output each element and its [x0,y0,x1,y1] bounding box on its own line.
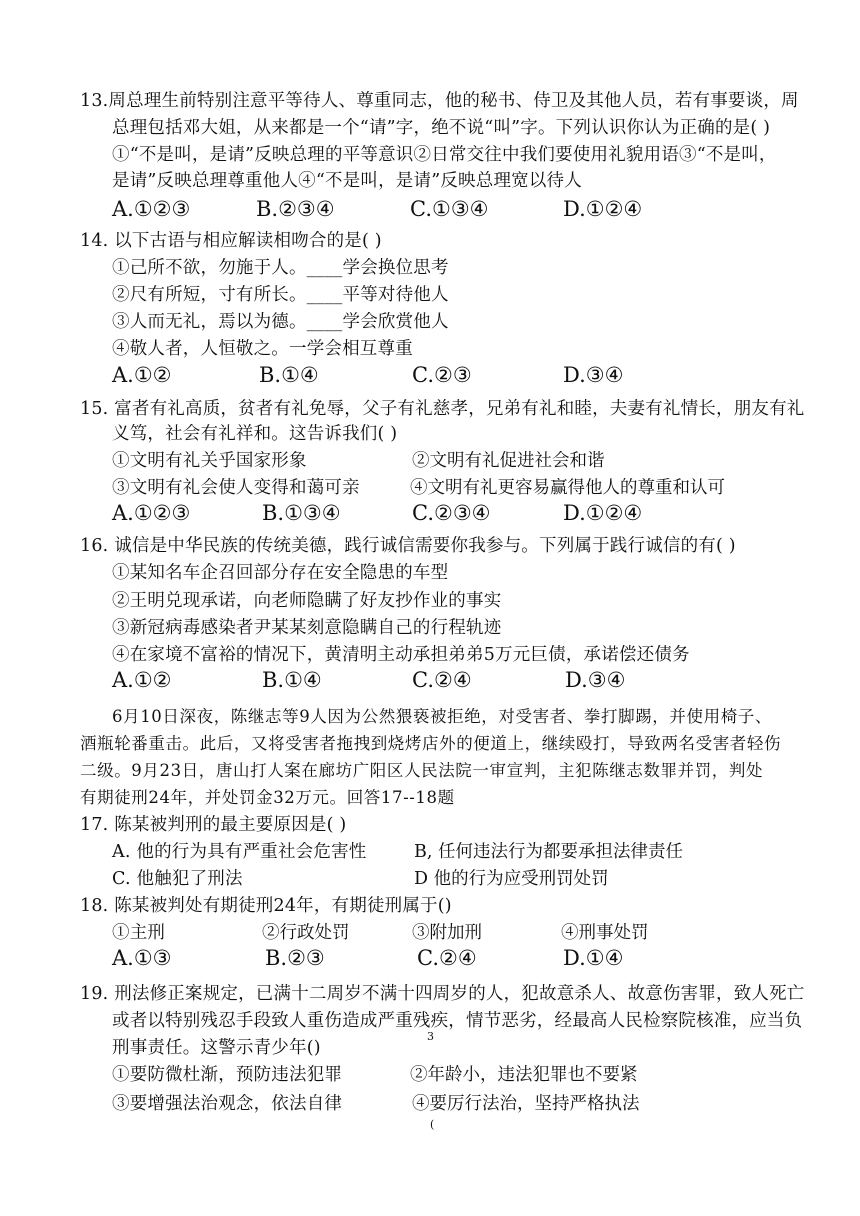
q16-item-4: ④在家境不富裕的情况下，黄清明主动承担弟弟5万元巨债，承诺偿还债务 [112,645,690,665]
q14-option-c: C.②③ [412,363,472,387]
passage-line-1: 6月10日深夜，陈继志等9人因为公然猥亵被拒绝，对受害者、拳打脚踢，并使用椅子、 [112,707,772,726]
q19-stem-line-2: 或者以特别残忍手段致人重伤造成严重残疾，情节恶劣，经最高人民检察院核准，应当负 [112,1011,803,1031]
q17-option-a: A. 他的行为具有严重社会危害性 [112,842,367,862]
q18-item-3: ③附加刑 [412,923,482,943]
q13-stem-line-2: 总理包括邓大姐，从来都是一个“请”字，绝不说“叫”字。下列认识你认为正确的是( ) [112,118,771,138]
q19-item-3: ③要增强法治观念，依法自律 [112,1094,343,1114]
q13-statement-line-1: ①“不是叫，是请”反映总理的平等意识②日常交往中我们要使用礼貌用语③“不是叫， [112,145,777,165]
q19-stem-line-3: 刑事责任。这警示青少年() [112,1038,321,1058]
q19-stem-line-1: 19. 刑法修正案规定，已满十二周岁不满十四周岁的人，犯故意杀人、故意伤害罪，致人死亡 [80,984,805,1004]
q19-item-2: ②年龄小，违法犯罪也不要紧 [410,1065,638,1085]
q15-stem-line-2: 义笃，社会有礼祥和。这告诉我们( ) [112,424,398,444]
q14-option-b: B.①④ [259,363,319,387]
q17-option-d: D 他的行为应受刑罚处罚 [414,869,609,889]
q16-item-1: ①某知名车企召回部分存在安全隐患的车型 [112,563,449,583]
q14-option-d: D.③④ [563,363,624,387]
q13-option-b: B.②③④ [256,197,335,221]
q18-option-a: A.①③ [112,946,172,970]
q15-item-1: ①文明有礼关乎国家形象 [112,451,307,471]
q17-stem: 17. 陈某被判刑的最主要原因是( ) [80,815,347,835]
q18-item-2: ②行政处罚 [262,923,350,943]
q16-item-3: ③新冠病毒感染者尹某某刻意隐瞒自己的行程轨迹 [112,618,502,638]
passage-line-3: 二级。9月23日，唐山打人案在廊坊广阳区人民法院一审宣判，主犯陈继志数罪并罚，判处 [80,761,764,780]
page-number: 3 [427,1030,434,1043]
q13-stem-line-1: 13.周总理生前特别注意平等待人、尊重同志，他的秘书、侍卫及其他人员，若有事要谈，周 [80,91,799,111]
passage-line-2: 酒瓶轮番重击。此后，又将受害者拖拽到烧烤店外的便道上，继续殴打，导致两名受害者轻伤 [80,734,782,753]
q18-option-c: C.②④ [417,946,477,970]
q16-option-c: C.②④ [412,668,472,692]
q18-item-4: ④刑事处罚 [561,923,649,943]
q15-stem-line-1: 15. 富者有礼高质，贫者有礼免辱，父子有礼慈孝，兄弟有礼和睦，夫妻有礼情长，朋友有礼 [80,399,805,419]
q15-option-c: C.②③④ [412,501,491,525]
q14-item-1: ①己所不欲，勿施于人。____学会换位思考 [112,258,449,278]
q19-item-4: ④要厉行法治，坚持严格执法 [412,1094,640,1114]
q19-item-1: ①要防微杜渐，预防违法犯罪 [112,1065,343,1085]
q13-option-c: C.①③④ [410,197,489,221]
q14-item-3: ③人而无礼，焉以为德。____学会欣赏他人 [112,312,449,332]
q18-option-d: D.①④ [563,946,624,970]
q15-item-3: ③文明有礼会使人变得和蔼可亲 [112,478,360,498]
q16-stem: 16. 诚信是中华民族的传统美德，践行诚信需要你我参与。下列属于践行诚信的有( ) [80,536,736,556]
q18-option-b: B.②③ [265,946,325,970]
q13-option-d: D.①②④ [563,197,643,221]
q13-statement-line-2: 是请”反映总理尊重他人④“不是叫，是请”反映总理宽以待人 [112,171,582,191]
q16-item-2: ②王明兑现承诺，向老师隐瞒了好友抄作业的事实 [112,591,502,611]
q16-option-d: D.③④ [565,668,626,692]
q16-option-a: A.①② [112,668,172,692]
q18-item-1: ①主刑 [112,923,166,943]
footer-mark: ( [430,1118,435,1131]
q14-stem: 14. 以下古语与相应解读相吻合的是( ) [80,231,382,251]
q18-stem: 18. 陈某被判处有期徒刑24年，有期徒刑属于() [80,896,452,916]
q15-option-d: D.①②④ [563,501,643,525]
q17-option-b: B, 任何违法行为都要承担法律责任 [414,842,683,862]
q15-option-b: B.①③④ [262,501,341,525]
q15-item-2: ②文明有礼促进社会和谐 [412,451,605,471]
q14-item-2: ②尺有所短，寸有所长。____平等对待他人 [112,285,449,305]
passage-line-4: 有期徒刑24年，并处罚金32万元。回答17--18题 [80,788,455,807]
q17-option-c: C. 他触犯了刑法 [112,869,243,889]
q16-option-b: B.①④ [262,668,322,692]
q14-item-4: ④敬人者，人恒敬之。一学会相互尊重 [112,339,413,359]
q13-option-a: A.①②③ [112,197,191,221]
q15-item-4: ④文明有礼更容易赢得他人的尊重和认可 [410,478,725,498]
q15-option-a: A.①②③ [112,501,191,525]
q14-option-a: A.①② [112,363,172,387]
